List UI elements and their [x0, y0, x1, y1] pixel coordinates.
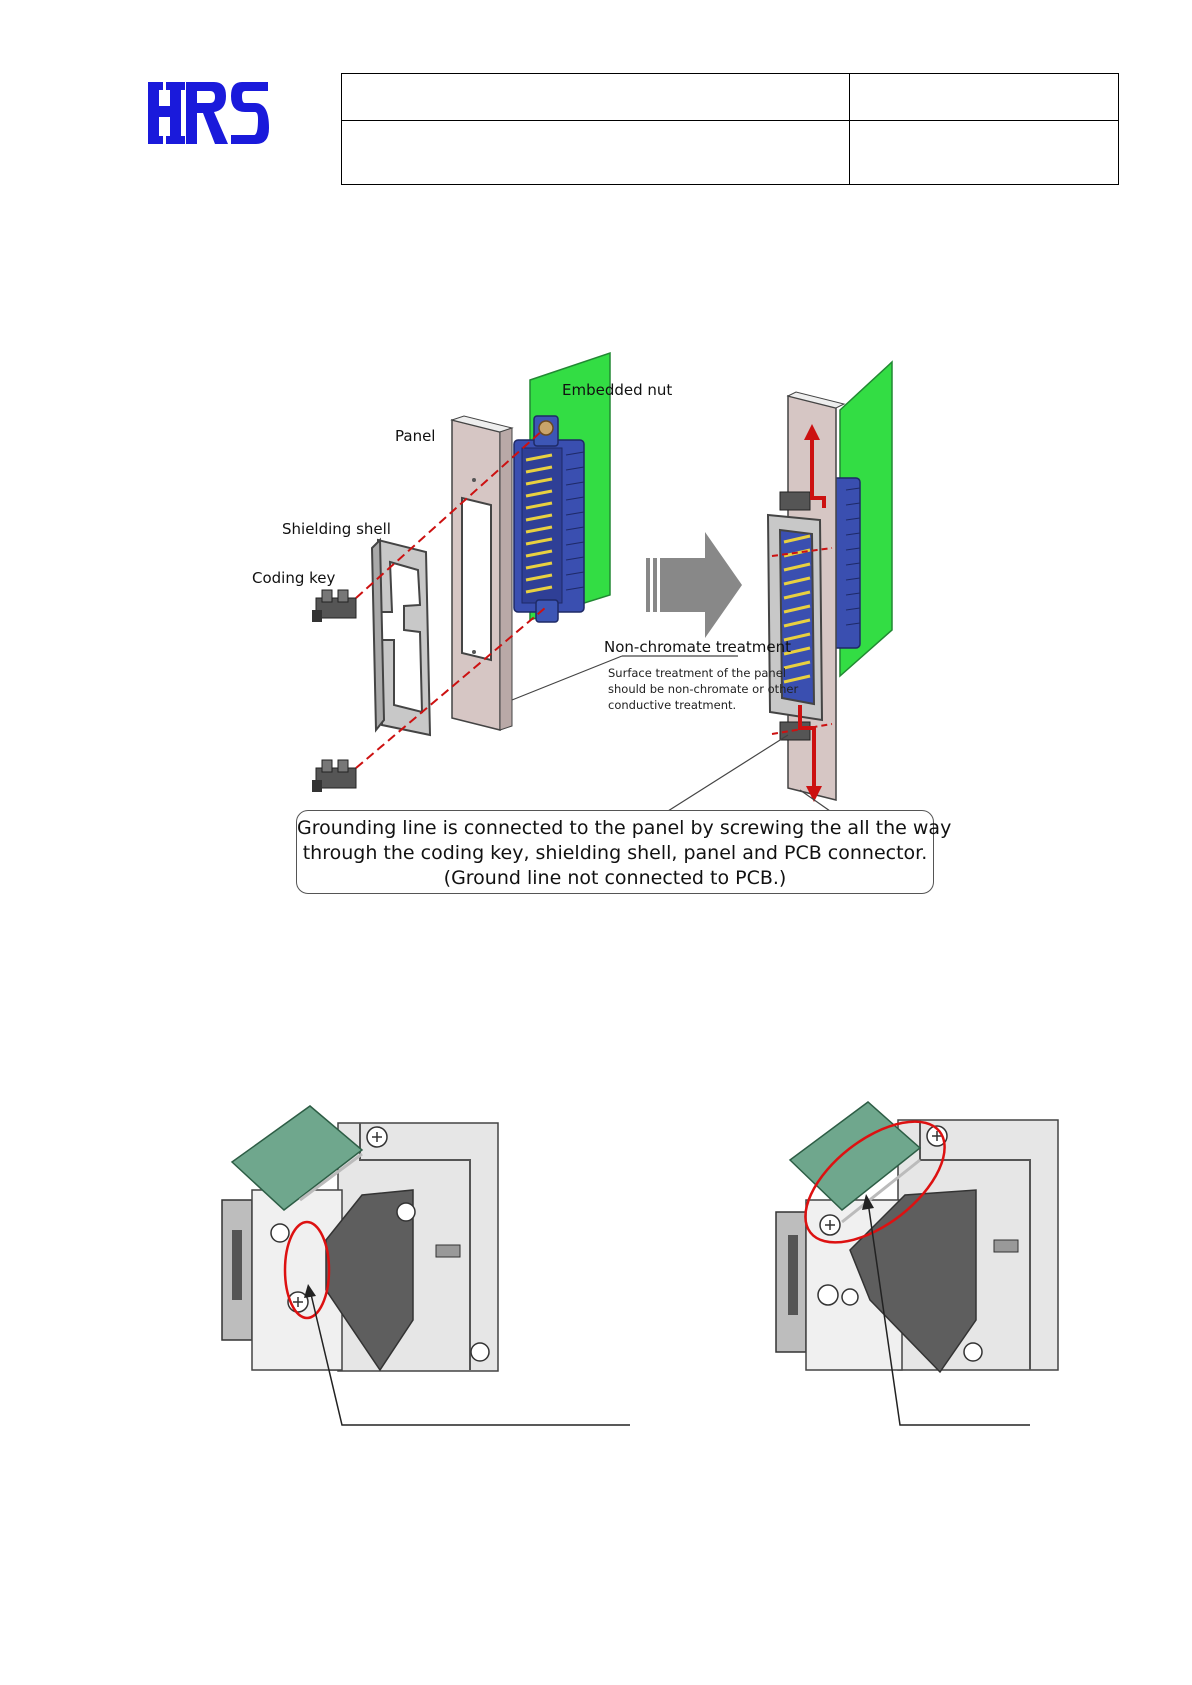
coding-key-top — [312, 590, 356, 622]
cross-section-left — [222, 1106, 630, 1425]
exploded-assembly-figure — [312, 353, 892, 811]
note-non-chromate: Surface treatment of the panel should be non-chromate or other conductive treatment. — [608, 666, 799, 712]
panel — [452, 416, 512, 730]
coding-key-bottom — [312, 760, 356, 792]
shielding-shell — [372, 540, 430, 735]
assembly-arrow — [646, 532, 742, 638]
callout-line-3: (Ground line not connected to PCB.) — [443, 867, 787, 889]
label-panel: Panel — [395, 427, 436, 445]
callout-line-2: through the coding key, shielding shell, panel and PCB connector. — [302, 842, 928, 864]
label-non-chromate: Non-chromate treatment — [604, 638, 792, 656]
label-shielding-shell: Shielding shell — [282, 520, 391, 538]
label-coding-key: Coding key — [252, 569, 336, 587]
cross-section-right — [776, 1098, 1058, 1425]
callout-line-1: Grounding line is connected to the panel by screwing the all the way — [297, 817, 952, 839]
grounding-callout — [296, 810, 952, 894]
label-embedded-nut: Embedded nut — [562, 381, 673, 399]
